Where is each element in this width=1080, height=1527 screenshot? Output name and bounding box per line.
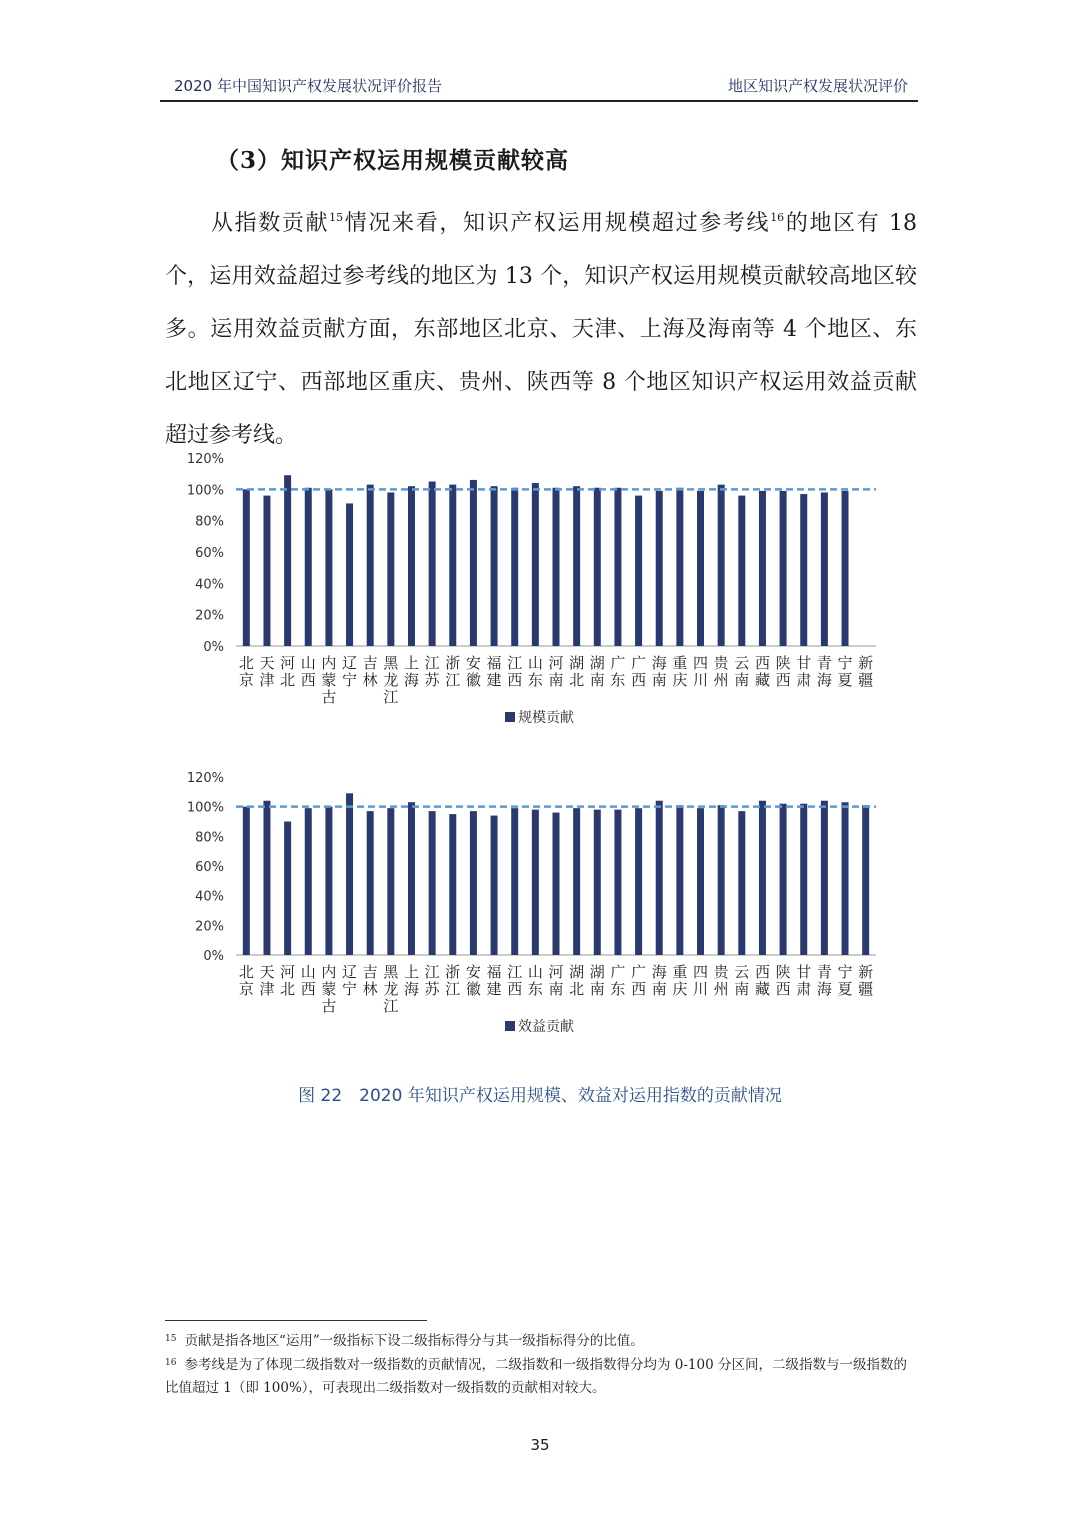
category-label: 黑: [383, 963, 399, 981]
category-label: 云: [734, 963, 750, 981]
category-label: 北: [280, 980, 296, 998]
category-label: 京: [238, 671, 254, 689]
bar: [718, 805, 725, 955]
category-label: 北: [569, 980, 585, 998]
bar: [759, 491, 766, 646]
category-label: 江: [507, 963, 523, 981]
category-label: 南: [548, 980, 564, 998]
bar: [449, 485, 456, 646]
category-label: 河: [280, 963, 296, 981]
y-tick-label: 20%: [195, 919, 224, 935]
category-label: 徽: [465, 671, 481, 689]
y-tick-label: 100%: [186, 483, 224, 499]
bar: [532, 810, 539, 955]
footnote-16: [165, 1354, 910, 1400]
bar: [263, 496, 270, 646]
category-label: 北: [238, 654, 254, 672]
category-label: 北: [238, 963, 254, 981]
category-label: 四: [693, 654, 709, 672]
category-label: 安: [465, 654, 481, 672]
y-tick-label: 40%: [195, 577, 224, 593]
category-label: 南: [734, 671, 750, 689]
bar: [821, 492, 828, 646]
bar: [263, 801, 270, 955]
footnote-16-text: 参考线是为了体现二级指数对一级指数的贡献情况，二级指数和一级指数得分均为 0-100 分区间，二级指数与一级指数的比值超过 1（即 100%），可表现出二级指数对一级指数的贡献相对较大。: [165, 1357, 907, 1396]
bar: [346, 793, 353, 955]
legend-label: 效益贡献: [518, 1019, 574, 1035]
category-label: 疆: [858, 980, 874, 998]
category-label: 东: [527, 980, 543, 998]
category-label: 甘: [796, 963, 812, 981]
category-label: 江: [445, 980, 461, 998]
bar: [408, 802, 415, 955]
category-label: 重: [672, 654, 688, 672]
footnote-divider: [165, 1320, 427, 1321]
figure-caption: 图 22 2020 年知识产权运用规模、效益对运用指数的贡献情况: [298, 1086, 782, 1106]
category-label: 江: [424, 654, 440, 672]
category-label: 内: [321, 654, 337, 672]
para-text-2: 情况来看，知识产权运用规模超过参考线: [343, 211, 771, 236]
category-label: 河: [280, 654, 296, 672]
bar: [284, 822, 291, 956]
category-label: 浙: [445, 963, 461, 981]
bar: [491, 816, 498, 955]
category-label: 建: [486, 980, 502, 998]
category-label: 陕: [775, 963, 791, 981]
page-header: [160, 70, 918, 102]
category-label: 山: [300, 963, 316, 981]
bar: [594, 488, 601, 646]
bar: [656, 491, 663, 646]
bar: [718, 485, 725, 646]
category-label: 江: [507, 654, 523, 672]
category-label: 辽: [342, 963, 358, 981]
category-label: 苏: [424, 671, 440, 689]
footnote-15: [165, 1330, 910, 1353]
category-label: 山: [527, 963, 543, 981]
y-tick-label: 120%: [186, 452, 224, 467]
category-label: 龙: [383, 671, 399, 689]
bar: [553, 813, 560, 955]
category-label: 吉: [362, 963, 378, 981]
bar: [511, 488, 518, 646]
category-label: 藏: [754, 980, 770, 998]
page-number: 35: [530, 1436, 550, 1454]
y-tick-label: 40%: [195, 889, 224, 905]
category-label: 河: [548, 963, 564, 981]
bar: [408, 486, 415, 646]
category-label: 江: [383, 997, 399, 1015]
category-label: 西: [507, 671, 523, 689]
bar: [676, 488, 683, 646]
bar: [738, 811, 745, 955]
category-label: 山: [527, 654, 543, 672]
category-label: 古: [321, 997, 337, 1015]
category-label: 西: [631, 980, 647, 998]
category-label: 湖: [569, 654, 585, 672]
category-label: 湖: [569, 963, 585, 981]
category-label: 龙: [383, 980, 399, 998]
category-label: 南: [548, 671, 564, 689]
category-label: 湖: [589, 654, 605, 672]
category-label: 林: [362, 671, 378, 689]
category-label: 津: [259, 980, 275, 998]
header-left-title: 2020 年中国知识产权发展状况评价报告: [174, 77, 442, 95]
category-label: 西: [754, 654, 770, 672]
category-label: 上: [403, 654, 419, 672]
category-label: 北: [280, 671, 296, 689]
bar: [387, 492, 394, 646]
bar: [449, 814, 456, 955]
section-title: （3）知识产权运用规模贡献较高: [216, 147, 570, 174]
bar: [697, 491, 704, 646]
category-label: 东: [527, 671, 543, 689]
category-label: 北: [569, 671, 585, 689]
category-label: 蒙: [321, 671, 337, 689]
bar: [284, 475, 291, 646]
category-label: 辽: [342, 654, 358, 672]
category-label: 广: [610, 654, 626, 672]
y-tick-label: 60%: [195, 546, 224, 561]
category-label: 津: [259, 671, 275, 689]
bar: [367, 485, 374, 646]
category-label: 苏: [424, 980, 440, 998]
category-label: 京: [238, 980, 254, 998]
category-label: 贵: [713, 963, 729, 981]
category-label: 青: [816, 963, 832, 981]
category-label: 西: [507, 980, 523, 998]
y-tick-label: 80%: [195, 514, 224, 530]
bar: [800, 804, 807, 955]
category-label: 徽: [465, 980, 481, 998]
bar: [429, 482, 436, 647]
category-label: 川: [693, 671, 709, 689]
category-label: 江: [445, 671, 461, 689]
legend-label: 规模贡献: [518, 710, 574, 726]
footnote-ref-15: 15: [329, 211, 344, 224]
category-label: 海: [403, 980, 419, 998]
category-label: 林: [362, 980, 378, 998]
y-tick-label: 20%: [195, 608, 224, 624]
category-label: 吉: [362, 654, 378, 672]
category-label: 云: [734, 654, 750, 672]
y-tick-label: 0%: [203, 640, 224, 655]
bar: [842, 491, 849, 646]
bar: [573, 486, 580, 646]
category-label: 州: [713, 980, 729, 998]
category-label: 黑: [383, 654, 399, 672]
category-label: 建: [486, 671, 502, 689]
bar: [470, 480, 477, 646]
bar: [243, 489, 250, 646]
bar: [635, 808, 642, 955]
bar: [511, 808, 518, 955]
category-label: 南: [651, 671, 667, 689]
category-label: 古: [321, 688, 337, 706]
y-tick-label: 0%: [203, 949, 224, 964]
category-label: 藏: [754, 671, 770, 689]
footnote-ref-16: 16: [770, 211, 785, 224]
category-label: 川: [693, 980, 709, 998]
category-label: 福: [486, 963, 502, 981]
category-label: 宁: [837, 963, 853, 981]
bar: [635, 496, 642, 646]
category-label: 贵: [713, 654, 729, 672]
para-text-3: 的地区有 18 个，运用效益超过参考线的地区为 13 个，知识产权运用规模贡献较高地区较多。运用效益贡献方面，东部地区北京、天津、上海及海南等 4 个地区、东北地区辽宁、西部地区重庆、贵州、陕西等 8 个地区知识产权运用效益贡献超过参考线。: [165, 211, 917, 448]
category-label: 重: [672, 963, 688, 981]
y-tick-label: 80%: [195, 830, 224, 846]
category-label: 四: [693, 963, 709, 981]
category-label: 西: [754, 963, 770, 981]
bar: [780, 804, 787, 955]
category-label: 肃: [796, 980, 812, 998]
bar: [780, 491, 787, 646]
bar: [614, 488, 621, 646]
category-label: 海: [403, 671, 419, 689]
bar: [697, 808, 704, 955]
category-label: 海: [816, 980, 832, 998]
category-label: 广: [631, 654, 647, 672]
category-label: 江: [383, 688, 399, 706]
category-label: 西: [300, 671, 316, 689]
bar: [367, 811, 374, 955]
category-label: 天: [259, 654, 275, 672]
bar: [305, 488, 312, 646]
category-label: 新: [858, 654, 874, 672]
legend-swatch: [505, 712, 515, 722]
category-label: 甘: [796, 654, 812, 672]
category-label: 新: [858, 963, 874, 981]
legend-swatch: [505, 1021, 515, 1031]
category-label: 蒙: [321, 980, 337, 998]
bar: [614, 810, 621, 955]
category-label: 南: [589, 980, 605, 998]
category-label: 东: [610, 980, 626, 998]
bar: [656, 801, 663, 955]
bar: [532, 483, 539, 646]
y-tick-label: 120%: [186, 771, 224, 786]
category-label: 夏: [837, 671, 853, 689]
bar: [429, 811, 436, 955]
category-label: 广: [631, 963, 647, 981]
bar: [325, 807, 332, 955]
bar: [243, 807, 250, 955]
footnote-15-text: 贡献是指各地区“运用”一级指标下设二级指标得分与其一级指标得分的比值。: [184, 1333, 644, 1349]
bar: [470, 811, 477, 955]
category-label: 西: [775, 671, 791, 689]
bar: [594, 810, 601, 955]
category-label: 湖: [589, 963, 605, 981]
category-label: 海: [651, 963, 667, 981]
bar: [862, 805, 869, 955]
category-label: 江: [424, 963, 440, 981]
category-label: 西: [631, 671, 647, 689]
footnote-15-number: 15: [165, 1334, 177, 1344]
header-right-title: 地区知识产权发展状况评价: [727, 77, 908, 95]
bar: [346, 503, 353, 646]
para-text-1: 从指数贡献: [211, 211, 330, 236]
benefit-contribution-chart: [0, 765, 1080, 1065]
bar: [800, 494, 807, 646]
category-label: 南: [734, 980, 750, 998]
bar: [491, 486, 498, 646]
body-paragraph: [165, 197, 917, 462]
category-label: 东: [610, 671, 626, 689]
bar: [573, 808, 580, 955]
footnote-16-number: 16: [165, 1358, 177, 1368]
bar: [325, 489, 332, 646]
category-label: 肃: [796, 671, 812, 689]
category-label: 广: [610, 963, 626, 981]
category-label: 河: [548, 654, 564, 672]
category-label: 宁: [342, 671, 358, 689]
bar: [759, 801, 766, 955]
category-label: 宁: [837, 654, 853, 672]
bar: [387, 808, 394, 955]
category-label: 庆: [672, 671, 688, 689]
scale-contribution-chart: [0, 450, 1080, 740]
category-label: 西: [300, 980, 316, 998]
category-label: 夏: [837, 980, 853, 998]
bar: [676, 805, 683, 955]
category-label: 安: [465, 963, 481, 981]
category-label: 海: [651, 654, 667, 672]
category-label: 青: [816, 654, 832, 672]
category-label: 南: [651, 980, 667, 998]
category-label: 上: [403, 963, 419, 981]
bar: [738, 496, 745, 646]
category-label: 州: [713, 671, 729, 689]
y-tick-label: 100%: [186, 800, 224, 816]
category-label: 庆: [672, 980, 688, 998]
category-label: 福: [486, 654, 502, 672]
bar: [553, 488, 560, 646]
category-label: 浙: [445, 654, 461, 672]
category-label: 山: [300, 654, 316, 672]
category-label: 西: [775, 980, 791, 998]
category-label: 陕: [775, 654, 791, 672]
category-label: 内: [321, 963, 337, 981]
bar: [821, 801, 828, 955]
category-label: 宁: [342, 980, 358, 998]
y-tick-label: 60%: [195, 860, 224, 875]
category-label: 南: [589, 671, 605, 689]
category-label: 天: [259, 963, 275, 981]
bar: [305, 808, 312, 955]
category-label: 海: [816, 671, 832, 689]
category-label: 疆: [858, 671, 874, 689]
bar: [842, 802, 849, 955]
